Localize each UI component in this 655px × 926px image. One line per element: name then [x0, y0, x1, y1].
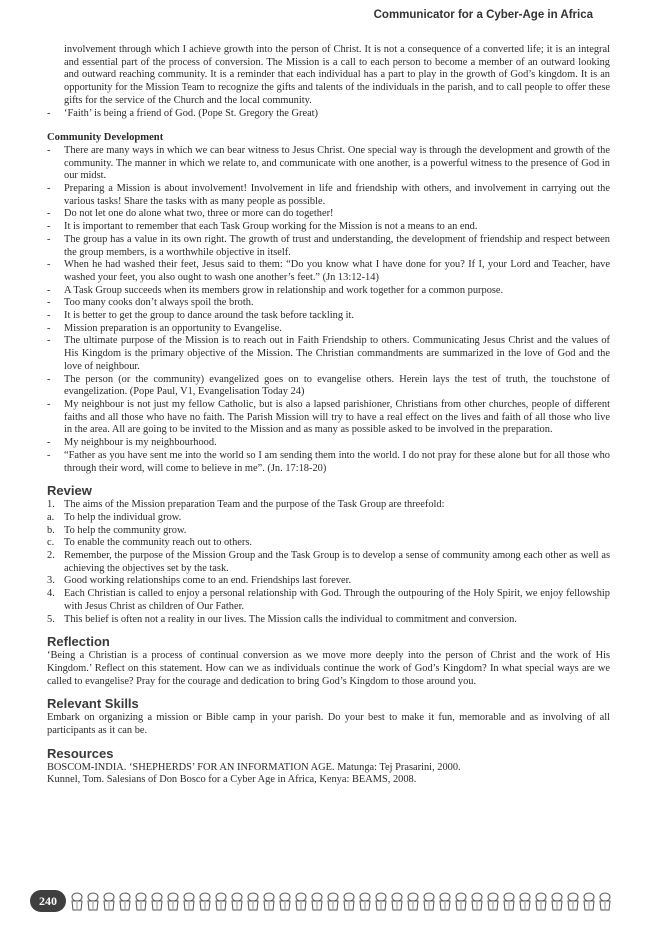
dash-marker: - — [47, 259, 51, 271]
review-item: 3. Good working relationships come to an end. Friendships last forever. — [47, 575, 352, 587]
review-marker: 5. — [47, 613, 55, 625]
list-item: - Do not let one do alone what two, three or more can do together! — [47, 208, 334, 220]
running-header: Communicator for a Cyber-Age in Africa — [373, 9, 593, 21]
resources-list — [47, 762, 610, 787]
list-item: - The group has a value in its own right. The growth of trust and understanding, the development of friendship and respect between the group members, is a worthwhile objective in itself. — [47, 233, 610, 258]
list-item: - A Task Group succeeds when its members grow in relationship and work together for a common purpose. — [47, 284, 504, 296]
people-row-icon — [70, 892, 615, 912]
resources-heading: Resources — [47, 745, 114, 761]
list-item: - When he had washed their feet, Jesus said to them: “Do you know what I have done for you? If I, your Lord and Teacher, have washed your feet, you also ought to wash one another’s feet.” (Jn 13:12-14) — [47, 259, 610, 283]
dash-marker: - — [47, 297, 51, 309]
list-item: - “Father as you have sent me into the world so I am sending them into the world. I do not pray for these alone but for all those who through their word, will come to believe in me”. (Jn. 17:18-20) — [47, 449, 610, 474]
review-item: b. To help the community grow. — [47, 524, 187, 536]
list-item: - My neighbour is my neighbourhood. — [47, 437, 217, 449]
page-footer — [30, 890, 620, 914]
review-item: 5. This belief is often not a reality in our lives. The Mission calls the individual to commitment and conversion. — [47, 613, 517, 625]
resource-entry: Kunnel, Tom. Salesians of Don Bosco for a Cyber Age in Africa, Kenya: BEAMS, 2008. — [47, 774, 417, 786]
review-marker: a. — [47, 511, 55, 523]
reflection-heading: Reflection — [47, 634, 110, 650]
review-marker: 1. — [47, 499, 55, 511]
dash-marker: - — [47, 335, 51, 347]
dash-marker: - — [47, 284, 51, 296]
dash-marker: - — [47, 437, 51, 449]
review-list — [47, 499, 610, 626]
review-marker: c. — [47, 537, 55, 549]
review-marker: 3. — [47, 575, 55, 587]
review-item: 2. Remember, the purpose of the Mission Group and the Task Group is to develop a sense of community among each other as well as achieving the objectives set by the task. — [47, 550, 610, 574]
community-list — [47, 145, 610, 475]
list-item: - The ultimate purpose of the Mission is to reach out in Faith Friendship to others. Communicating Jesus Christ and the values of His Kingdom is the primary objective of the Mission. The Christian commandments are summarized in the love of God and the love of neighbour. — [47, 335, 610, 372]
dash-marker: - — [47, 373, 51, 385]
review-item: 1. The aims of the Mission preparation Team and the purpose of the Task Group are threefold: — [47, 499, 445, 511]
list-item: - My neighbour is not just my fellow Catholic, but is also a lapsed parishioner, Christians from other churches, people of different faiths and all those who have no faith. The Parish Mission will try to have a real effect on the lives and faith of all those who live in the area. All are going to be invited to the Mission and as many as possible asked to be involved in the preparation. — [47, 398, 610, 436]
list-item: - Too many cooks don’t always spoil the broth. — [47, 297, 254, 309]
list-item: - Preparing a Mission is about involvement! Involvement in life and friendship with others, and involvement in carrying out the various tasks! Share the tasks with as many people as possible. — [47, 183, 610, 207]
intro-continuation: involvement through which I achieve growth into the person of Christ. It is not a consequence of a converted life; it is an integral and essential part of the process of conversion. The Mission is a call to each person to become a member of an outward looking and outward reaching community. It is a reminder that each individual has a part to play in the growth of God’s kingdom. It is an opportunity for the Mission Team to recognize the gifts and talents of the individuals in the parish, and to call people to offer these gifts for the service of the Church and the local community. — [64, 44, 610, 106]
review-item: a. To help the individual grow. — [47, 511, 182, 523]
dash-marker: - — [47, 221, 51, 233]
dash-marker: - — [47, 322, 51, 334]
dash-marker: - — [47, 208, 51, 220]
dash-marker: - — [47, 398, 51, 410]
list-item: - There are many ways in which we can bear witness to Jesus Christ. One special way is through the development and growth of the community. The manner in which we relate to, and communicate with one another, is a powerful witness to the presence of God in our midst. — [47, 144, 610, 182]
dash-marker: - — [47, 233, 51, 245]
list-item: - Mission preparation is an opportunity to Evangelise. — [47, 322, 282, 334]
intro-list — [47, 108, 610, 121]
skills-heading: Relevant Skills — [47, 696, 139, 712]
review-item: 4. Each Christian is called to enjoy a personal relationship with God. Through the outpouring of the Holy Spirit, we enjoy fellowship with Jesus Christ as children of Our Father. — [47, 588, 610, 612]
dash-marker: - — [47, 107, 51, 119]
resource-entry: BOSCOM-INDIA. ‘SHEPHERDS’ FOR AN INFORMATION AGE. Matunga: Tej Prasarini, 2000. — [47, 761, 461, 773]
page-body — [47, 44, 610, 787]
review-item: c. To enable the community reach out to others. — [47, 537, 252, 549]
list-item: - It is better to get the group to dance around the task before tackling it. — [47, 310, 354, 322]
list-item: - The person (or the community) evangelized goes on to evangelise others. Herein lays the test of truth, the touchstone of evangelization. (Pope Paul, V1, Evangelisation Today 24) — [47, 373, 610, 398]
review-heading: Review — [47, 483, 92, 499]
list-item: - It is important to remember that each Task Group working for the Mission is not a means to an end. — [47, 221, 478, 233]
dash-marker: - — [47, 183, 51, 195]
dash-marker: - — [47, 449, 51, 461]
dash-marker: - — [47, 310, 51, 322]
community-heading: Community Development — [47, 132, 164, 144]
review-marker: 4. — [47, 588, 55, 600]
dash-marker: - — [47, 144, 51, 156]
reflection-text: ‘Being a Christian is a process of continual conversion as we move more deeply into the person of Christ and the work of His Kingdom.’ Reflect on this statement. How can we as individuals continue the work of God’s Kingdom? In what special ways are we called to evangelise? Pray for the courage and dedication to bring God’s Kingdom to those around you. — [47, 650, 610, 687]
list-item: - ‘Faith’ is being a friend of God. (Pope St. Gregory the Great) — [47, 107, 319, 119]
review-marker: b. — [47, 524, 55, 536]
skills-text: Embark on organizing a mission or Bible camp in your parish. Do your best to make it fun, memorable and as involving of all participants as it can be. — [47, 712, 610, 737]
page-number: 240 — [30, 890, 66, 912]
review-marker: 2. — [47, 550, 55, 562]
